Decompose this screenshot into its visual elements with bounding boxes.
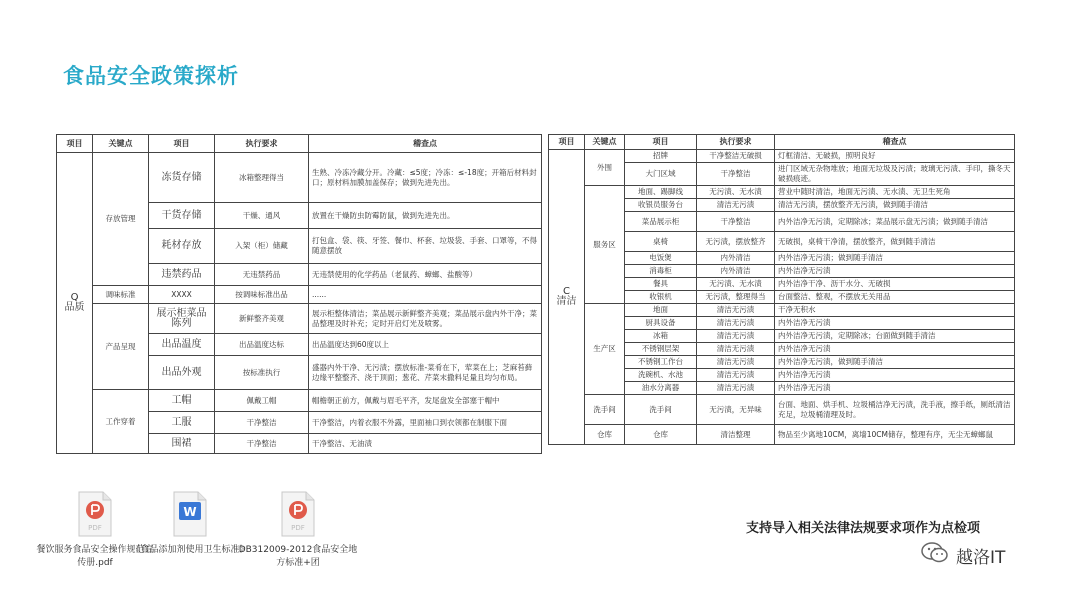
file-name: 《食品添加剂使用卫生标准》	[131, 545, 249, 555]
check-cell: 无违禁使用的化学药品（老鼠药、蟑螂、盐酸等）	[309, 264, 542, 286]
item-cell: 菜品展示柜	[625, 212, 697, 232]
item-cell: 洗手间	[625, 395, 697, 425]
req-cell: 内外清洁	[697, 265, 775, 278]
check-cell: 盛器内外干净、无污渍；摆放标准-菜肴在下，荤菜在上；芝麻苔藓边缘平整整齐、浇于顶面；葱花、芹菜末撒料足量且均匀布局。	[309, 356, 542, 390]
item-cell: 消毒柜	[625, 265, 697, 278]
check-cell: 出品温度达到60度以上	[309, 334, 542, 356]
keypoint-cell: 洗手间	[585, 395, 625, 425]
brand-watermark	[920, 540, 1005, 571]
req-cell: 按调味标准出品	[215, 286, 309, 304]
item-cell: 工服	[149, 412, 215, 434]
item-cell: 耗材存放	[149, 229, 215, 264]
req-cell: 入架（柜）储藏	[215, 229, 309, 264]
file-attachment-pdf-2[interactable]	[238, 490, 358, 570]
file-name: DB312009-2012食品安全地方标准+团	[238, 545, 358, 568]
req-cell: 新鲜整齐美观	[215, 304, 309, 334]
item-cell: 仓库	[625, 425, 697, 445]
check-cell: 灯框清洁、无破损，照明良好	[775, 150, 1015, 163]
check-cell: 清洁无污渍，摆放整齐无污渍，做到随手清洁	[775, 199, 1015, 212]
check-cell: 展示柜整体清洁；菜品展示新鲜整齐美观；菜品展示盘内外干净；菜品整理及时补充；定时开启灯光及喷雾。	[309, 304, 542, 334]
group-cell: C 清洁	[549, 150, 585, 445]
file-name: 餐饮服务食品安全操作规范宣传册.pdf	[36, 545, 154, 568]
req-cell: 清洁整理	[697, 425, 775, 445]
support-text: 支持导入相关法律法规要求项作为点检项	[746, 521, 981, 536]
col-header: 项目	[549, 135, 585, 150]
item-cell: 出品外观	[149, 356, 215, 390]
check-cell: 内外洁净无污渍	[775, 343, 1015, 356]
item-cell: 餐具	[625, 278, 697, 291]
col-header: 稽查点	[775, 135, 1015, 150]
req-cell: 无污渍、无水渍	[697, 278, 775, 291]
item-cell: 出品温度	[149, 334, 215, 356]
req-cell: 干净整洁	[697, 163, 775, 186]
check-cell: 台面、地面、烘手机、垃圾桶洁净无污渍，洗手液，擦手纸，厕纸清洁充足，垃圾桶清理及时。	[775, 395, 1015, 425]
req-cell: 冰箱整理得当	[215, 153, 309, 203]
req-cell: 清洁无污渍	[697, 330, 775, 343]
req-cell: 佩戴工帽	[215, 390, 309, 412]
check-cell: 内外洁净无污渍，定期除冰；菜品展示盘无污渍；做到随手清洁	[775, 212, 1015, 232]
pdf-file-icon	[75, 490, 115, 538]
req-cell: 干净整洁	[215, 412, 309, 434]
svg-text:PDF: PDF	[291, 524, 305, 532]
req-cell: 清洁无污渍	[697, 317, 775, 330]
wechat-icon	[920, 540, 950, 571]
keypoint-cell: 外围	[585, 150, 625, 186]
page-title: 食品安全政策探析	[63, 64, 239, 88]
col-header: 执行要求	[215, 135, 309, 153]
word-file-icon	[170, 490, 210, 538]
svg-text:PDF: PDF	[88, 524, 102, 532]
keypoint-cell: 工作穿着	[93, 390, 149, 454]
item-cell: XXXX	[149, 286, 215, 304]
check-cell: 放置在干燥防虫防霉防鼠，做到先进先出。	[309, 203, 542, 229]
req-cell: 无污渍，摆放整齐	[697, 232, 775, 252]
item-cell: 违禁药品	[149, 264, 215, 286]
check-cell: 内外洁净无污渍	[775, 317, 1015, 330]
req-cell: 无污渍、无水渍	[697, 186, 775, 199]
check-cell: 内外洁净无污渍	[775, 369, 1015, 382]
req-cell: 清洁无污渍	[697, 343, 775, 356]
item-cell: 大门区域	[625, 163, 697, 186]
item-cell: 围裙	[149, 434, 215, 454]
keypoint-cell: 生产区	[585, 304, 625, 395]
item-cell: 油水分离器	[625, 382, 697, 395]
req-cell: 无污渍，无异味	[697, 395, 775, 425]
keypoint-cell: 服务区	[585, 186, 625, 304]
keypoint-cell: 产品呈现	[93, 304, 149, 390]
check-cell: 内外洁净无污渍	[775, 265, 1015, 278]
check-cell: 打包盒、袋、筷、牙签、餐巾、杯套、垃圾袋、手套、口罩等，不得随意摆放	[309, 229, 542, 264]
item-cell: 干货存储	[149, 203, 215, 229]
item-cell: 不锈钢层架	[625, 343, 697, 356]
item-cell: 冻货存储	[149, 153, 215, 203]
check-cell: 内外洁净无污渍，定期除冰；台面做到随手清洁	[775, 330, 1015, 343]
col-header: 项目	[149, 135, 215, 153]
brand-name: 越洛IT	[956, 548, 1006, 568]
check-cell: 物品至少离地10CM，离墙10CM储存，整理有序，无尘无蟑螂鼠	[775, 425, 1015, 445]
item-cell: 不锈钢工作台	[625, 356, 697, 369]
col-header: 执行要求	[697, 135, 775, 150]
keypoint-cell: 存放管理	[93, 153, 149, 286]
req-cell: 无违禁药品	[215, 264, 309, 286]
req-cell: 出品温度达标	[215, 334, 309, 356]
check-cell: 内外洁净干净、沥干水分、无破损	[775, 278, 1015, 291]
group-cell: Q 品质	[57, 153, 93, 454]
req-cell: 干净整洁	[215, 434, 309, 454]
req-cell: 清洁无污渍	[697, 369, 775, 382]
item-cell: 桌椅	[625, 232, 697, 252]
quality-table	[56, 134, 542, 454]
check-cell: ......	[309, 286, 542, 304]
req-cell: 清洁无污渍	[697, 382, 775, 395]
req-cell: 无污渍，整理得当	[697, 291, 775, 304]
req-cell: 清洁无污渍	[697, 356, 775, 369]
req-cell: 清洁无污渍	[697, 199, 775, 212]
col-header: 稽查点	[309, 135, 542, 153]
check-cell: 内外洁净无污渍；做到随手清洁	[775, 252, 1015, 265]
req-cell: 按标准执行	[215, 356, 309, 390]
col-header: 项目	[57, 135, 93, 153]
file-attachment-word[interactable]	[130, 490, 250, 557]
check-cell: 内外洁净无污渍，做到随手清洁	[775, 356, 1015, 369]
check-cell: 干净整洁，内着衣服不外露，里面袖口到衣领都在制服下面	[309, 412, 542, 434]
check-cell: 干净无积水	[775, 304, 1015, 317]
item-cell: 地面	[625, 304, 697, 317]
item-cell: 冰箱	[625, 330, 697, 343]
col-header: 关键点	[93, 135, 149, 153]
item-cell: 工帽	[149, 390, 215, 412]
item-cell: 洗碗机、水池	[625, 369, 697, 382]
check-cell: 无破损，桌椅干净清，摆放整齐，做到随手清洁	[775, 232, 1015, 252]
keypoint-cell: 仓库	[585, 425, 625, 445]
item-cell: 收银机	[625, 291, 697, 304]
pdf-file-icon	[278, 490, 318, 538]
col-header: 关键点	[585, 135, 625, 150]
col-header: 项目	[625, 135, 697, 150]
req-cell: 清洁无污渍	[697, 304, 775, 317]
req-cell: 干净整洁无破损	[697, 150, 775, 163]
item-cell: 电饭煲	[625, 252, 697, 265]
check-cell: 干净整洁、无油渍	[309, 434, 542, 454]
item-cell: 厨具设备	[625, 317, 697, 330]
req-cell: 内外清洁	[697, 252, 775, 265]
svg-text:W: W	[183, 505, 197, 519]
req-cell: 干净整洁	[697, 212, 775, 232]
req-cell: 干燥、通风	[215, 203, 309, 229]
keypoint-cell: 调味标准	[93, 286, 149, 304]
item-cell: 收银员服务台	[625, 199, 697, 212]
cleaning-table	[548, 134, 1015, 445]
check-cell: 内外洁净无污渍	[775, 382, 1015, 395]
item-cell: 招牌	[625, 150, 697, 163]
check-cell: 台面整洁、整观，不摆放无关用品	[775, 291, 1015, 304]
check-cell: 生熟、冷冻冷藏分开。冷藏：≤5度；冷冻：≤-18度；开箱后材料封口；原材料加膜加盖保存；做到先进先出。	[309, 153, 542, 203]
check-cell: 帽檐朝正前方，佩戴与眉毛平齐，发尾盘发全部塞于帽中	[309, 390, 542, 412]
check-cell: 进门区域无杂物堆放；地面无垃圾及污渍；玻璃无污渍、手印，撕冬天破损痕迹。	[775, 163, 1015, 186]
check-cell: 营业中随时清洁，地面无污渍、无水渍、无卫生死角	[775, 186, 1015, 199]
item-cell: 展示柜菜品陈列	[149, 304, 215, 334]
item-cell: 地面、踢脚线	[625, 186, 697, 199]
